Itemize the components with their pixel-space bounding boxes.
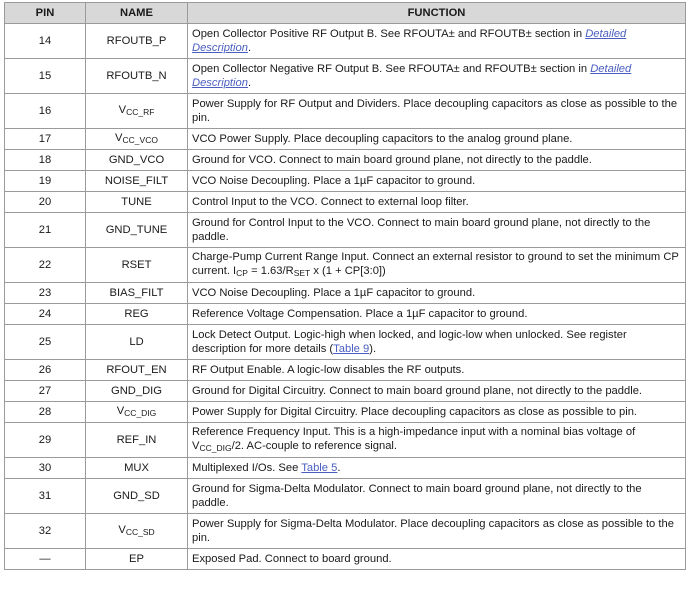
table-row xyxy=(5,381,686,402)
function-text: Control Input to the VCO. Connect to external loop filter. xyxy=(192,195,469,208)
pin-function xyxy=(188,423,686,458)
function-text: Charge-Pump Current Range Input. Connect an external resistor to ground to set the minimum CP current. I xyxy=(192,250,679,277)
pin-number: 20 xyxy=(5,192,86,213)
table-row xyxy=(5,94,686,129)
function-text: Reference Voltage Compensation. Place a 1µF capacitor to ground. xyxy=(192,307,528,320)
pin-number: 21 xyxy=(5,213,86,248)
function-text: Ground for Digital Circuitry. Connect to main board ground plane, not directly to the paddle. xyxy=(192,384,643,397)
pin-function xyxy=(188,24,686,59)
table-row xyxy=(5,248,686,283)
cross-reference-link[interactable]: Detailed Description xyxy=(192,27,627,54)
pin-function xyxy=(188,171,686,192)
pin-name: GND_TUNE xyxy=(86,213,188,248)
table-row xyxy=(5,325,686,360)
pin-number: 17 xyxy=(5,129,86,150)
pin-number: 27 xyxy=(5,381,86,402)
function-text: Power Supply for Digital Circuitry. Place decoupling capacitors as close as possible to pin. xyxy=(192,405,638,418)
table-row xyxy=(5,129,686,150)
pin-number: 28 xyxy=(5,402,86,423)
pin-name: REG xyxy=(86,304,188,325)
pin-name: GND_DIG xyxy=(86,381,188,402)
pin-name: EP xyxy=(86,549,188,570)
pin-name xyxy=(86,402,188,423)
pin-name: GND_SD xyxy=(86,479,188,514)
pin-function xyxy=(188,283,686,304)
table-row xyxy=(5,479,686,514)
pin-number: 15 xyxy=(5,59,86,94)
function-subscript: CP xyxy=(236,268,248,278)
pin-name: RFOUTB_P xyxy=(86,24,188,59)
pin-name: NOISE_FILT xyxy=(86,171,188,192)
function-text: Power Supply for RF Output and Dividers. Place decoupling capacitors as close as possible to the pin. xyxy=(192,97,678,124)
pin-name-subscript: CC_SD xyxy=(125,526,155,537)
table-row xyxy=(5,402,686,423)
pin-number: 16 xyxy=(5,94,86,129)
function-text: . xyxy=(247,42,252,54)
pin-name-subscript: CC_DIG xyxy=(124,407,157,418)
pin-number: 24 xyxy=(5,304,86,325)
pin-function xyxy=(188,304,686,325)
pin-function xyxy=(188,479,686,514)
pin-name: LD xyxy=(86,325,188,360)
function-text: Power Supply for Sigma-Delta Modulator. Place decoupling capacitors as close as possible to the pin. xyxy=(192,517,674,544)
table-row xyxy=(5,458,686,479)
pin-name: BIAS_FILT xyxy=(86,283,188,304)
function-text: Ground for Control Input to the VCO. Connect to main board ground plane, not directly to the paddle. xyxy=(192,216,651,243)
pin-name: RFOUT_EN xyxy=(86,360,188,381)
function-text: VCO Power Supply. Place decoupling capacitors to the analog ground plane. xyxy=(192,132,573,145)
table-row xyxy=(5,360,686,381)
pin-name-main: V xyxy=(115,131,123,144)
cross-reference-link[interactable]: Detailed Description xyxy=(192,62,632,89)
pin-function xyxy=(188,360,686,381)
function-subscript: CC_DIG xyxy=(199,443,232,453)
table-body xyxy=(5,24,686,570)
function-text: . xyxy=(337,461,341,474)
header-function: FUNCTION xyxy=(188,3,686,24)
function-text: x (1 + CP[3:0]) xyxy=(310,265,386,277)
pin-function xyxy=(188,59,686,94)
header-pin: PIN xyxy=(5,3,86,24)
table-row xyxy=(5,549,686,570)
function-text: Lock Detect Output. Logic-high when locked, and logic-low when unlocked. See register description for more details ( xyxy=(192,328,627,355)
pin-function xyxy=(188,514,686,549)
header-name: NAME xyxy=(86,3,188,24)
pin-name xyxy=(86,129,188,150)
pin-number: 18 xyxy=(5,150,86,171)
pin-function xyxy=(188,549,686,570)
pin-function-table xyxy=(4,2,686,570)
pin-function xyxy=(188,94,686,129)
function-text: . xyxy=(247,77,252,89)
pin-function xyxy=(188,192,686,213)
function-text: VCO Noise Decoupling. Place a 1µF capacitor to ground. xyxy=(192,286,476,299)
pin-function xyxy=(188,213,686,248)
pin-function xyxy=(188,458,686,479)
function-text: = 1.63/R xyxy=(247,265,294,277)
pin-number: 14 xyxy=(5,24,86,59)
pin-function xyxy=(188,381,686,402)
function-text: Open Collector Negative RF Output B. See RFOUTA± and RFOUTB± section in xyxy=(192,62,591,75)
pin-function xyxy=(188,129,686,150)
pin-name: GND_VCO xyxy=(86,150,188,171)
table-header-row xyxy=(5,3,686,24)
table-row xyxy=(5,171,686,192)
function-text: Multiplexed I/Os. See xyxy=(192,461,302,474)
function-text: RF Output Enable. A logic-low disables the RF outputs. xyxy=(192,363,465,376)
function-text: VCO Noise Decoupling. Place a 1µF capacitor to ground. xyxy=(192,174,476,187)
function-text: /2. AC-couple to reference signal. xyxy=(231,440,398,452)
pin-number: 29 xyxy=(5,423,86,458)
pin-number: 32 xyxy=(5,514,86,549)
function-subscript: SET xyxy=(293,268,311,278)
table-row xyxy=(5,192,686,213)
pin-function xyxy=(188,150,686,171)
pin-name xyxy=(86,514,188,549)
pin-name xyxy=(86,94,188,129)
pin-number: 23 xyxy=(5,283,86,304)
function-text: Open Collector Positive RF Output B. See RFOUTA± and RFOUTB± section in xyxy=(192,27,586,40)
pin-number: 19 xyxy=(5,171,86,192)
table-row xyxy=(5,423,686,458)
pin-function xyxy=(188,402,686,423)
table-row xyxy=(5,514,686,549)
pin-name: RSET xyxy=(86,248,188,283)
pin-name-main: V xyxy=(118,103,127,116)
pin-name: MUX xyxy=(86,458,188,479)
pin-name: TUNE xyxy=(86,192,188,213)
table-row xyxy=(5,150,686,171)
cross-reference-link[interactable]: Table 9 xyxy=(333,343,370,355)
pin-function xyxy=(188,248,686,283)
function-text: Ground for VCO. Connect to main board ground plane, not directly to the paddle. xyxy=(192,153,592,166)
table-row xyxy=(5,304,686,325)
pin-number: 25 xyxy=(5,325,86,360)
pin-name-subscript: CC_VCO xyxy=(122,134,158,145)
pin-name-main: V xyxy=(116,404,125,417)
table-row xyxy=(5,283,686,304)
pin-number: — xyxy=(5,549,86,570)
table-row xyxy=(5,59,686,94)
pin-function xyxy=(188,325,686,360)
pin-number: 26 xyxy=(5,360,86,381)
pin-number: 22 xyxy=(5,248,86,283)
pin-name-subscript: CC_RF xyxy=(126,106,155,117)
pin-name-main: V xyxy=(118,523,126,536)
cross-reference-link[interactable]: Table 5 xyxy=(301,461,338,474)
function-text: Reference Frequency Input. This is a high-impedance input with a nominal bias voltage of V xyxy=(192,425,636,452)
function-text: Exposed Pad. Connect to board ground. xyxy=(192,552,392,565)
pin-name: REF_IN xyxy=(86,423,188,458)
table-row xyxy=(5,213,686,248)
pin-name: RFOUTB_N xyxy=(86,59,188,94)
function-text: ). xyxy=(369,343,377,355)
table-row xyxy=(5,24,686,59)
pin-number: 30 xyxy=(5,458,86,479)
function-text: Ground for Sigma-Delta Modulator. Connect to main board ground plane, not directly to the paddle. xyxy=(192,482,642,509)
pin-number: 31 xyxy=(5,479,86,514)
